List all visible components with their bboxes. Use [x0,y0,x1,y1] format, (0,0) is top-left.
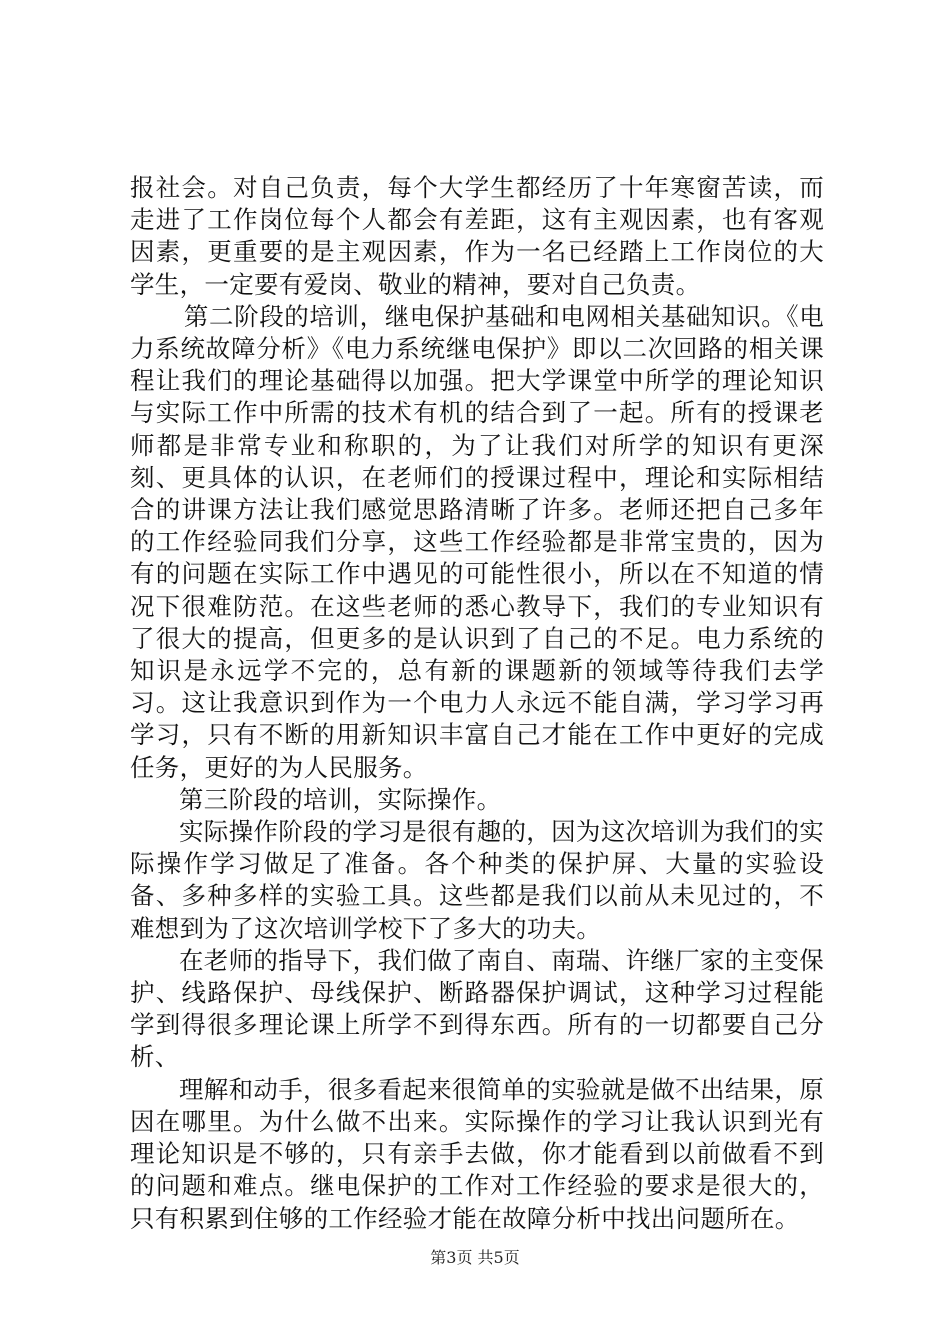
paragraph: 第三阶段的培训，实际操作。 [179,784,502,814]
paragraph: 理解和动手，很多看起来很简单的实验就是做不出结果，原因在哪里。为什么做不出来。实际操作的学习让我认识到光有理论知识是不够的，只有亲手去做，你才能看到以前做看不到的问题和难点。继电保护的工作对工作经验的要求是很大的，只有积累到住够的工作经验才能在故障分析中找出问题所在。 [130,1074,824,1233]
paragraph: 报社会。对自己负责，每个大学生都经历了十年寒窗苦读，而走进了工作岗位每个人都会有差距，这有主观因素，也有客观因素，更重要的是主观因素，作为一名已经踏上工作岗位的大学生，一定要有爱岗、敬业的精神，要对自己负责。 [130,173,824,299]
paragraph: 实际操作阶段的学习是很有趣的，因为这次培训为我们的实际操作学习做足了准备。各个种类的保护屏、大量的实验设备、多种多样的实验工具。这些都是我们以前从未见过的，不难想到为了这次培训学校下了多大的功夫。 [130,817,824,943]
page-footer: 第3页 共5页 [430,1248,520,1267]
paragraph: 在老师的指导下，我们做了南自、南瑞、许继厂家的主变保护、线路保护、母线保护、断路器保护调试，这种学习过程能学到得很多理论课上所学不到得东西。所有的一切都要自己分析、 [130,945,824,1072]
paragraph: 第二阶段的培训，继电保护基础和电网相关基础知识。《电力系统故障分析》《电力系统继电保护》即以二次回路的相关课程让我们的理论基础得以加强。把大学课堂中所学的理论知识与实际工作中所需的技术有机的结合到了一起。所有的授课老师都是非常专业和称职的，为了让我们对所学的知识有更深刻、更具体的认识，在老师们的授课过程中，理论和实际相结合的讲课方法让我们感觉思路清晰了许多。老师还把自己多年的工作经验同我们分享，这些工作经验都是非常宝贵的，因为有的问题在实际工作中遇见的可能性很小，所以在不知道的情况下很难防范。在这些老师的悉心教导下，我们的专业知识有了很大的提高，但更多的是认识到了自己的不足。电力系统的知识是永远学不完的，总有新的课题新的领域等待我们去学习。这让我意识到作为一个电力人永远不能自满，学习学习再学习，只有不断的用新知识丰富自己才能在工作中更好的完成任务，更好的为人民服务。 [130,301,824,782]
document-body [130,172,824,1235]
